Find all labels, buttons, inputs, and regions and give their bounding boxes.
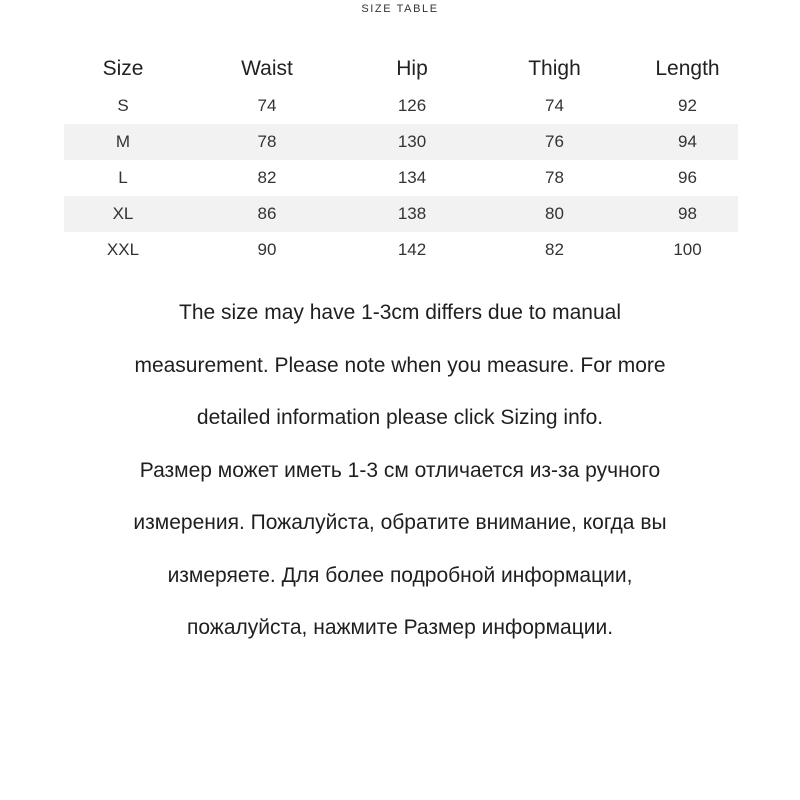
cell-thigh: 78 [545,168,564,187]
cell-length: 98 [637,196,738,232]
note-line: detailed information please click Sizing info. [196,406,604,429]
table-row [64,160,738,196]
cell-length: 92 [678,96,697,115]
cell-hip: 138 [352,196,472,232]
note-line: measurement. Please note when you measure. For more [134,353,666,377]
header-thigh: Thigh [528,57,581,80]
header-size: Size [102,57,144,80]
note-line: измеряете. Для более подробной информации, [167,563,633,587]
cell-size: L [118,168,128,187]
cell-hip: 126 [397,96,427,115]
cell-length: 100 [673,240,702,259]
cell-thigh: 74 [545,96,564,115]
header-row [64,50,738,88]
cell-waist: 86 [182,196,352,232]
size-note [40,287,760,655]
header-hip: Hip [396,57,428,80]
cell-length: 94 [637,124,738,160]
note-line: The size may have 1-3cm differs due to manual [179,301,621,324]
header-length: Length [655,57,720,80]
size-table [64,50,738,268]
cell-hip: 142 [397,240,427,259]
cell-hip: 130 [352,124,472,160]
cell-waist: 78 [182,124,352,160]
size-table-title: SIZE TABLE [361,3,439,15]
cell-thigh: 80 [472,196,637,232]
note-line: Размер может иметь 1-3 см отличается из-за ручного [139,458,661,482]
cell-waist: 74 [257,96,277,115]
cell-hip: 134 [397,168,427,187]
cell-thigh: 82 [545,240,564,259]
cell-size: M [64,124,182,160]
table-row [64,124,738,160]
cell-thigh: 76 [472,124,637,160]
note-line: пожалуйста, нажмите Размер информации. [186,616,614,639]
table-row [64,232,738,268]
cell-size: XXL [106,240,140,259]
header-waist: Waist [241,57,293,80]
cell-waist: 82 [257,168,277,187]
table-row [64,88,738,124]
cell-size: S [117,96,129,115]
note-line: измерения. Пожалуйста, обратите внимание, когда вы [133,511,667,534]
cell-length: 96 [678,168,697,187]
table-row [64,196,738,232]
cell-size: XL [64,196,182,232]
cell-waist: 90 [257,240,277,259]
